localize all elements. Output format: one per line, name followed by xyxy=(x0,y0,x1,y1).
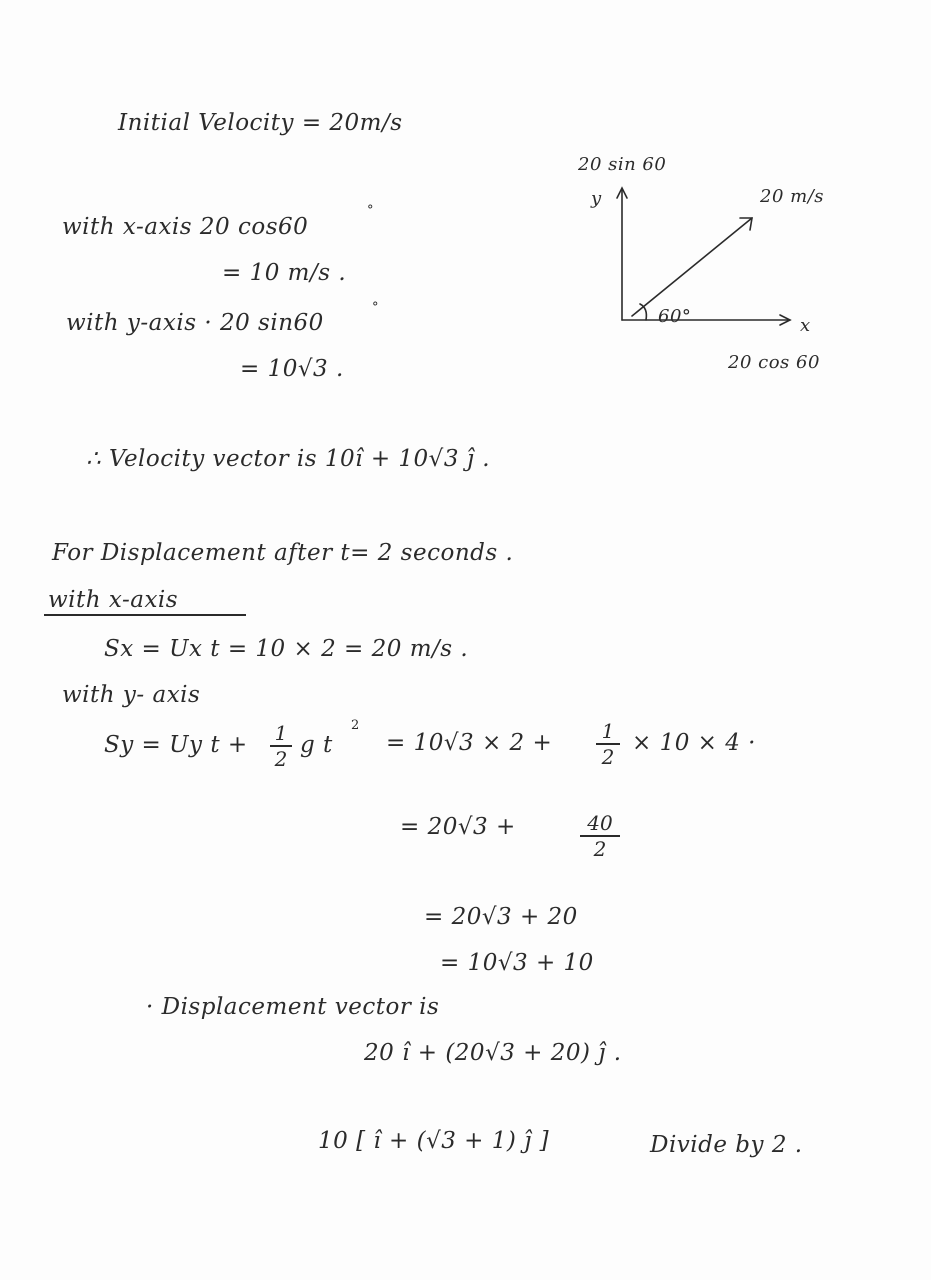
sy-equation-end: × 10 × 4 · xyxy=(632,730,756,756)
vector-diagram xyxy=(590,180,830,350)
sy-step1: = 20√3 + xyxy=(400,814,516,840)
y-axis-title: with y- axis xyxy=(62,682,201,708)
x-axis-title: with x-axis xyxy=(48,587,179,613)
initial-velocity-heading: Initial Velocity = 20m/s xyxy=(118,110,403,136)
exponent-2: 2 xyxy=(351,718,360,733)
half-fraction-2 xyxy=(596,720,620,768)
sy-step3: = 10√3 + 10 xyxy=(440,950,594,976)
velocity-vector-line-text: ∴ Velocity vector is 10î + 10√3 ĵ . xyxy=(86,446,491,472)
sy-step2: = 20√3 + 20 xyxy=(424,904,578,930)
x-component-value: = 10 m/s . xyxy=(222,260,347,286)
x-axis-underline xyxy=(44,614,246,616)
forty-numerator: 40 xyxy=(587,811,613,835)
x-component-line: with x-axis 20 cos60 xyxy=(62,214,309,240)
forty-over-two xyxy=(580,812,620,860)
sy-equation-after: = 10√3 × 2 + xyxy=(386,730,553,756)
angle-arc xyxy=(640,304,646,320)
half-numerator-2: 1 xyxy=(601,719,615,743)
diagram-y-label: y xyxy=(591,188,602,209)
y-component-value: = 10√3 . xyxy=(240,356,344,382)
displacement-vector-title: · Displacement vector is xyxy=(146,994,440,1020)
displacement-vector: 20 î + (20√3 + 20) ĵ . xyxy=(364,1040,622,1066)
half-denominator: 2 xyxy=(274,746,288,771)
divide-note: Divide by 2 . xyxy=(650,1132,803,1158)
sy-equation-start: Sy = Uy t + xyxy=(104,732,248,758)
sy-equation-gt: g t xyxy=(300,732,333,758)
two-denominator: 2 xyxy=(593,836,607,861)
degree-sign: ° xyxy=(372,300,379,315)
y-component-line: with y-axis · 20 sin60 xyxy=(66,310,324,336)
diagram-top-label: 20 sin 60 xyxy=(578,154,667,175)
sx-equation: Sx = Ux t = 10 × 2 = 20 m/s . xyxy=(104,636,469,662)
half-numerator: 1 xyxy=(274,721,288,745)
degree-sign: ° xyxy=(367,203,374,218)
diagram-angle-label: 60° xyxy=(658,306,692,327)
diagram-x-label: x xyxy=(800,315,811,336)
diagram-bottom-label: 20 cos 60 xyxy=(728,352,820,373)
velocity-vector-line xyxy=(632,218,752,316)
displacement-vector-simplified: 10 [ î + (√3 + 1) ĵ ] xyxy=(318,1128,550,1154)
diagram-hyp-label: 20 m/s xyxy=(760,186,824,207)
half-denominator-2: 2 xyxy=(601,744,615,769)
displacement-intro: For Displacement after t= 2 seconds . xyxy=(52,540,514,566)
half-fraction xyxy=(270,722,292,770)
